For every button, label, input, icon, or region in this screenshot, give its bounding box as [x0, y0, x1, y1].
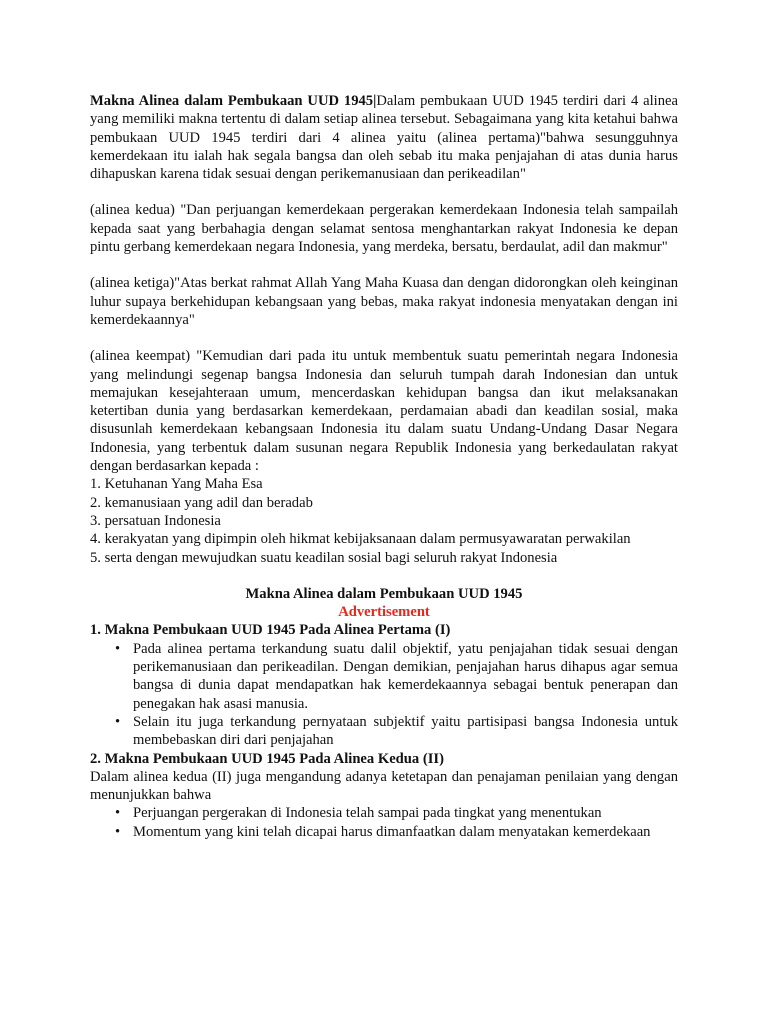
section-2-paragraph: Dalam alinea kedua (II) juga mengandung adanya ketetapan dan penajaman penilaian yang dengan menunjukkan bahwa: [90, 768, 678, 804]
intro-text: Dalam pembukaan UUD 1945 terdiri dari 4 alinea yang memiliki makna tertentu di dalam setiap alinea tersebut. Sebagaimana yang kita ketahui bahwa pembukaan UUD 1945 terdiri dari 4 alinea yaitu (alinea pertama)"bahwa sesungguhnya kemerdekaan itu ialah hak segala bangsa dan oleh sebab itu maka penjajahan di atas dunia harus dihapuskan karena tidak sesuai dengan perikemanusiaan dan perikeadilan": [90, 93, 678, 183]
list-item: [90, 713, 678, 750]
intro-title: Makna Alinea dalam Pembukaan UUD 1945: [90, 93, 374, 109]
list-item: 2. kemanusiaan yang adil dan beradab: [90, 494, 313, 511]
list-item: [90, 804, 678, 822]
section-1-heading: 1. Makna Pembukaan UUD 1945 Pada Alinea Pertama (I): [90, 622, 451, 639]
list-item: 4. kerakyatan yang dipimpin oleh hikmat kebijaksanaan dalam permusyawaratan perwakilan: [90, 531, 631, 548]
list-item: 3. persatuan Indonesia: [90, 512, 221, 529]
section-1-bullet-list: [90, 640, 678, 750]
section-2-bullet-list: [90, 804, 678, 841]
list-item: 5. serta dengan mewujudkan suatu keadilan sosial bagi seluruh rakyat Indonesia: [90, 549, 558, 566]
bullet-icon: •: [115, 640, 121, 657]
bullet-text: Perjuangan pergerakan di Indonesia telah sampai pada tingkat yang menentukan: [133, 805, 602, 822]
list-item: [90, 823, 678, 841]
alinea-keempat-paragraph: (alinea keempat) "Kemudian dari pada itu untuk membentuk suatu pemerintah negara Indonesia yang melindungi segenap bangsa Indonesia dan seluruh tumpah darah Indonesian dan untuk memajukan kesejahteraan umum, mencerdaskan kehidupan bangsa dan ikut melaksanakan ketertiban dunia yang berdasarkan kemerdekaan, perdamaian abadi dan keadilan sosial, maka disusunlah kemerdekaan kebangsaan Indonesia itu dalam suatu Undang-Undang Dasar Negara Indonesia, yang terbentuk dalam susunan negara Republik Indonesia yang berkedaulatan rakyat dengan berdasarkan kepada :: [90, 348, 678, 475]
bullet-text: Pada alinea pertama terkandung suatu dalil objektif, yatu penjajahan tidak sesuai dengan perikemanusiaan dan perikeadilan. Dengan demikian, penjajahan harus dihapus agar semua bangsa di dunia dapat mendapatkan hak kemerdekaannya sebagai bentuk penerapan dan penegakan hak asasi manusia.: [133, 640, 678, 712]
intro-separator: |: [373, 93, 377, 109]
bullet-icon: •: [115, 713, 121, 730]
list-item: 1. Ketuhanan Yang Maha Esa: [90, 476, 263, 493]
bullet-icon: •: [115, 805, 121, 822]
pancasila-list: [90, 475, 678, 566]
intro-paragraph: [90, 92, 678, 183]
section-2-heading: 2. Makna Pembukaan UUD 1945 Pada Alinea Kedua (II): [90, 750, 444, 767]
alinea-kedua-paragraph: (alinea kedua) "Dan perjuangan kemerdekaan pergerakan kemerdekaan Indonesia telah sampailah kepada saat yang berbahagia dengan selamat sentosa menghantarkan rakyat Indonesia ke depan pintu gerbang kemerdekaan negara Indonesia, yang merdeka, bersatu, berdaulat, adil dan makmur": [90, 202, 678, 256]
list-item: [90, 640, 678, 713]
bullet-text: Momentum yang kini telah dicapai harus dimanfaatkan dalam menyatakan kemerdekaan: [133, 823, 651, 840]
document-body: [90, 92, 678, 841]
advertisement-label: Advertisement: [338, 604, 430, 621]
alinea-ketiga-paragraph: (alinea ketiga)"Atas berkat rahmat Allah Yang Maha Kuasa dan dengan didorongkan oleh keinginan luhur supaya berkehidupan kebangsaan yang bebas, maka rakyat indonesia menyatakan dengan ini kemerdekaannya": [90, 275, 678, 328]
bullet-icon: •: [115, 823, 121, 840]
bullet-text: Selain itu juga terkandung pernyataan subjektif yaitu partisipasi bangsa Indonesia untuk membebaskan diri dari penjajahan: [133, 713, 678, 749]
center-title: Makna Alinea dalam Pembukaan UUD 1945: [245, 585, 523, 602]
